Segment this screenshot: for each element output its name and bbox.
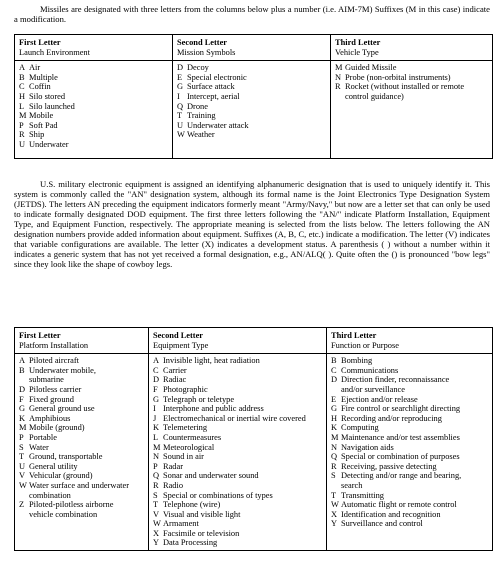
item-description: Data Processing	[163, 538, 218, 548]
list-item	[19, 423, 144, 433]
letter-code: P	[19, 120, 24, 130]
letter-code: M	[153, 442, 161, 452]
item-description: search	[341, 480, 363, 490]
item-description: Piloted aircraft	[29, 356, 79, 366]
missile-col2-subtitle: Mission Symbols	[177, 47, 236, 57]
list-item	[19, 471, 144, 481]
letter-code: G	[331, 404, 338, 414]
item-description: Weather	[187, 130, 215, 140]
item-description: Silo stored	[29, 91, 66, 101]
letter-code: P	[19, 432, 24, 442]
letter-code: S	[153, 490, 158, 500]
letter-code: X	[153, 528, 160, 538]
item-description: Mobile	[29, 111, 54, 121]
item-description: Direction finder, reconnaissance	[341, 375, 450, 385]
list-item	[153, 404, 322, 414]
list-item	[177, 73, 326, 83]
letter-code: Q	[331, 452, 338, 462]
an-col3-title: Third Letter	[331, 331, 377, 340]
item-description: Identification and recognition	[341, 509, 441, 519]
letter-code: T	[19, 452, 25, 462]
letter-code: Y	[153, 538, 160, 548]
item-description: Special or combination of purposes	[341, 452, 460, 462]
item-description: General utility	[29, 461, 78, 471]
list-item	[331, 375, 488, 385]
letter-code: E	[331, 394, 337, 404]
letter-code: A	[153, 356, 160, 366]
list-item	[335, 82, 488, 92]
an-col3-subtitle: Function or Purpose	[331, 340, 399, 350]
item-description: Sound in air	[163, 452, 204, 462]
letter-code: S	[331, 471, 336, 481]
list-item	[19, 111, 168, 121]
letter-code: Y	[331, 519, 338, 529]
list-item	[153, 452, 322, 462]
list-item	[335, 73, 488, 83]
list-item	[331, 356, 488, 366]
letter-code: M	[19, 423, 27, 433]
missile-col3-subtitle: Vehicle Type	[335, 47, 379, 57]
letter-code: B	[19, 72, 25, 82]
letter-code: M	[335, 63, 343, 73]
item-description: Automatic flight or remote control	[341, 500, 457, 510]
letter-code: K	[153, 423, 160, 433]
list-item	[153, 395, 322, 405]
item-description: and/or surveillance	[341, 384, 405, 394]
item-description: Radio	[163, 480, 184, 490]
launch-environment-list	[15, 61, 173, 159]
letter-code: L	[153, 432, 159, 442]
letter-code: R	[335, 82, 341, 92]
list-item	[177, 102, 326, 112]
letter-code: R	[153, 480, 159, 490]
letter-code: D	[19, 384, 26, 394]
item-description: Recording and/or reproducing	[341, 413, 442, 423]
item-description: Intercept, aerial	[187, 91, 240, 101]
list-item	[331, 423, 488, 433]
item-description: Sonar and underwater sound	[163, 471, 259, 481]
item-description: Pilotless carrier	[29, 384, 82, 394]
letter-code: V	[19, 471, 26, 481]
item-description: Fixed ground	[29, 394, 74, 404]
list-item	[331, 395, 488, 405]
item-description: Receiving, passive detecting	[341, 461, 437, 471]
list-item	[177, 92, 326, 102]
item-description: Vehicular (ground)	[29, 471, 93, 481]
missile-col1-header	[15, 35, 173, 61]
item-description: Silo launched	[29, 101, 75, 111]
item-description: Detecting and/or range and bearing,	[341, 471, 462, 481]
list-item	[331, 452, 488, 462]
missile-col1-title: First Letter	[19, 38, 61, 47]
letter-code: Q	[177, 101, 184, 111]
item-description: Special or combinations of types	[163, 490, 273, 500]
item-description: Water surface and underwater	[29, 480, 129, 490]
letter-code: A	[19, 356, 26, 366]
item-description: Fire control or searchlight directing	[341, 404, 461, 414]
list-item	[331, 404, 488, 414]
missile-col2-title: Second Letter	[177, 38, 228, 47]
letter-code: D	[153, 375, 160, 385]
item-description: Radiac	[163, 375, 187, 385]
jetds-paragraph: U.S. military electronic equipment is assigned an identifying alphanumeric designation that is used to uniquely identify it. This system is commonly called the "AN" designation system, although its formal name is the Joint Electronics Type Designation System (JETDS). The letters AN preceding the equipment indicators formerly meant "Army/Navy," but now are a letter set that can only be used to indicate formally designated DOD equipment. The first three letters following the "AN/" indicate Platform Installation, Equipment Type, and Equipment Function, respectively. The appropriate meaning is selected from the lists below. The letters following the AN designation numbers provide added information about equipment. Suffixes (A, B, C, etc.) indicate a modification. The letter (V) indicates that variable configurations are available. The letter (X) indicates a development status. A parenthesis ( ) without a number within it indicates a generic system that has not yet received a formal designation, e.g., AN/ALQ( ). Quite often the () is pronounced "bow legs" since they look like the shape of cowboy legs.	[14, 179, 490, 269]
list-item	[19, 82, 168, 92]
list-item	[19, 121, 168, 131]
item-description: Maintenance and/or test assemblies	[341, 432, 460, 442]
list-item	[331, 500, 488, 510]
letter-code: B	[19, 365, 25, 375]
letter-code: D	[177, 63, 184, 73]
letter-code: Q	[153, 471, 160, 481]
item-description: Guided Missile	[345, 63, 397, 73]
item-description: Piloted-pilotless airborne	[29, 500, 114, 510]
list-item	[19, 452, 144, 462]
item-description: Underwater attack	[187, 120, 249, 130]
list-item	[19, 481, 144, 491]
item-description: Ship	[29, 130, 45, 140]
list-item	[153, 471, 322, 481]
letter-code: E	[177, 72, 183, 82]
function-purpose-list	[327, 354, 493, 551]
item-description: vehicle combination	[29, 509, 98, 519]
list-item	[19, 462, 144, 472]
list-item	[335, 92, 488, 102]
item-description: Countermeasures	[163, 432, 222, 442]
list-item	[19, 366, 144, 376]
item-description: Transmitting	[341, 490, 384, 500]
item-description: Multiple	[29, 72, 58, 82]
list-item	[153, 519, 322, 529]
item-description: combination	[29, 490, 71, 500]
an-col2-subtitle: Equipment Type	[153, 340, 209, 350]
item-description: Invisible light, heat radiation	[163, 356, 260, 366]
letter-code: N	[335, 72, 342, 82]
list-item	[331, 519, 488, 529]
list-item	[153, 433, 322, 443]
letter-code: I	[177, 91, 180, 101]
missile-col3-title: Third Letter	[335, 38, 381, 47]
letter-code: B	[331, 356, 337, 366]
item-description: Communications	[341, 365, 399, 375]
item-description: Decoy	[187, 63, 209, 73]
list-item	[19, 404, 144, 414]
item-description: Soft Pad	[29, 120, 58, 130]
item-description: Ejection and/or release	[341, 394, 418, 404]
letter-code: F	[153, 384, 158, 394]
list-item	[177, 121, 326, 131]
list-item	[153, 510, 322, 520]
list-item	[19, 73, 168, 83]
letter-code: J	[153, 413, 157, 423]
item-description: Telephone (wire)	[163, 500, 221, 510]
item-description: Probe (non-orbital instruments)	[345, 72, 451, 82]
an-col2-title: Second Letter	[153, 331, 204, 340]
letter-code: V	[153, 509, 160, 519]
missile-col3-header	[331, 35, 493, 61]
letter-code: T	[153, 500, 159, 510]
missile-col1-subtitle: Launch Environment	[19, 47, 90, 57]
letter-code: S	[19, 442, 24, 452]
letter-code: C	[331, 365, 337, 375]
letter-code: P	[153, 461, 158, 471]
an-col2-header	[149, 328, 327, 354]
letter-code: Z	[19, 500, 25, 510]
item-description: submarine	[29, 375, 64, 385]
list-item	[19, 63, 168, 73]
letter-code: H	[19, 91, 26, 101]
letter-code: R	[331, 461, 337, 471]
item-description: Underwater mobile,	[29, 365, 96, 375]
list-item	[331, 471, 488, 481]
list-item	[19, 356, 144, 366]
list-item	[19, 414, 144, 424]
item-description: Carrier	[163, 365, 187, 375]
letter-code: U	[177, 120, 184, 130]
list-item	[153, 366, 322, 376]
list-item	[19, 443, 144, 453]
letter-code: T	[177, 111, 183, 121]
letter-code: N	[153, 452, 160, 462]
item-description: Water	[29, 442, 49, 452]
item-description: Armament	[163, 519, 199, 529]
letter-code: D	[331, 375, 338, 385]
item-description: Drone	[187, 101, 208, 111]
item-description: Surface attack	[187, 82, 235, 92]
list-item	[177, 82, 326, 92]
letter-code: I	[153, 404, 156, 414]
list-item	[19, 433, 144, 443]
vehicle-type-list	[331, 61, 493, 159]
letter-code: C	[19, 82, 25, 92]
an-designation-table	[14, 327, 493, 551]
list-item	[19, 395, 144, 405]
letter-code: X	[331, 509, 338, 519]
letter-code: R	[19, 130, 25, 140]
equipment-type-list	[149, 354, 327, 551]
letter-code: W	[153, 519, 161, 529]
list-item	[331, 414, 488, 424]
list-item	[177, 63, 326, 73]
item-description: Visual and visible light	[163, 509, 241, 519]
item-description: Special electronic	[187, 72, 247, 82]
list-item	[153, 385, 322, 395]
list-item	[19, 102, 168, 112]
list-item	[153, 375, 322, 385]
letter-code: W	[331, 500, 339, 510]
list-item	[153, 529, 322, 539]
list-item	[153, 423, 322, 433]
list-item	[331, 433, 488, 443]
letter-code: W	[177, 130, 185, 140]
item-description: Rocket (without installed or remote	[345, 82, 465, 92]
list-item	[153, 481, 322, 491]
letter-code: L	[19, 101, 25, 111]
item-description: Amphibious	[29, 413, 71, 423]
item-description: Radar	[163, 461, 183, 471]
list-item	[153, 538, 322, 548]
list-item	[153, 414, 322, 424]
list-item	[331, 510, 488, 520]
item-description: Portable	[29, 432, 57, 442]
letter-code: K	[19, 413, 26, 423]
letter-code: C	[153, 365, 159, 375]
letter-code: T	[331, 490, 337, 500]
list-item	[19, 510, 144, 520]
list-item	[331, 366, 488, 376]
platform-installation-list	[15, 354, 149, 551]
item-description: Ground, transportable	[29, 452, 103, 462]
item-description: Underwater	[29, 139, 69, 149]
item-description: Air	[29, 63, 41, 73]
letter-code: N	[331, 442, 338, 452]
item-description: control guidance)	[345, 91, 404, 101]
missile-designation-table	[14, 34, 493, 159]
list-item	[153, 356, 322, 366]
item-description: Navigation aids	[341, 442, 394, 452]
list-item	[153, 462, 322, 472]
item-description: Meteorological	[163, 442, 215, 452]
letter-code: F	[19, 394, 24, 404]
list-item	[177, 130, 326, 140]
letter-code: U	[19, 139, 26, 149]
mission-symbols-list	[173, 61, 331, 159]
list-item	[153, 491, 322, 501]
item-description: Telemetering	[163, 423, 208, 433]
item-description: Interphone and public address	[163, 404, 264, 414]
list-item	[335, 63, 488, 73]
list-item	[331, 385, 488, 395]
item-description: Mobile (ground)	[29, 423, 85, 433]
letter-code: M	[19, 111, 27, 121]
letter-code: W	[19, 480, 27, 490]
item-description: Surveillance and control	[341, 519, 423, 529]
item-description: Computing	[341, 423, 379, 433]
an-col3-header	[327, 328, 493, 354]
item-description: Electromechanical or inertial wire covered	[163, 413, 306, 423]
list-item	[177, 111, 326, 121]
an-col1-header	[15, 328, 149, 354]
list-item	[19, 385, 144, 395]
letter-code: K	[331, 423, 338, 433]
intro-paragraph: Missiles are designated with three letters from the columns below plus a number (i.e. AIM-7M) Suffixes (M in this case) indicate a modification.	[14, 4, 490, 24]
list-item	[19, 491, 144, 501]
list-item	[19, 140, 168, 150]
list-item	[19, 92, 168, 102]
list-item	[331, 443, 488, 453]
list-item	[153, 500, 322, 510]
list-item	[331, 491, 488, 501]
letter-code: M	[331, 432, 339, 442]
letter-code: U	[19, 461, 26, 471]
item-description: Bombing	[341, 356, 373, 366]
list-item	[19, 375, 144, 385]
an-col1-title: First Letter	[19, 331, 61, 340]
letter-code: G	[153, 394, 160, 404]
list-item	[19, 500, 144, 510]
item-description: Photographic	[163, 384, 208, 394]
list-item	[331, 462, 488, 472]
item-description: Training	[187, 111, 216, 121]
item-description: Facsimile or television	[163, 528, 240, 538]
list-item	[19, 130, 168, 140]
list-item	[153, 443, 322, 453]
missile-col2-header	[173, 35, 331, 61]
an-col1-subtitle: Platform Installation	[19, 340, 89, 350]
list-item	[331, 481, 488, 491]
letter-code: G	[177, 82, 184, 92]
letter-code: H	[331, 413, 338, 423]
item-description: Telegraph or teletype	[163, 394, 235, 404]
letter-code: A	[19, 63, 26, 73]
item-description: General ground use	[29, 404, 95, 414]
item-description: Coffin	[29, 82, 51, 92]
letter-code: G	[19, 404, 26, 414]
